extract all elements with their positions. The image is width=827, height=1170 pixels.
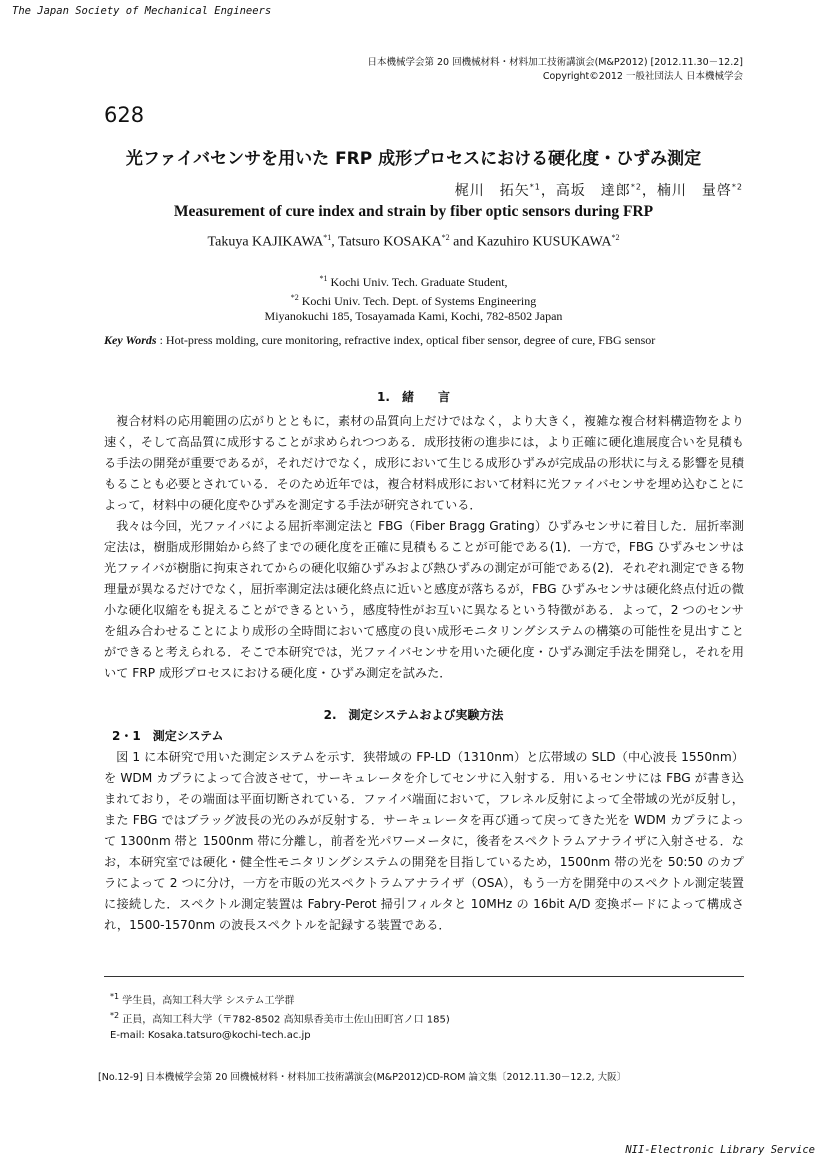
archive-header-label: The Japan Society of Mechanical Engineers bbox=[12, 5, 272, 17]
affiliation-text: Kochi Univ. Tech. Graduate Student, bbox=[327, 275, 508, 289]
author-name: 楠川 量啓 bbox=[656, 183, 732, 199]
paper-title-en: Measurement of cure index and strain by fiber optic sensors during FRP bbox=[173, 203, 654, 220]
affiliation-text: Kochi Univ. Tech. Dept. of Systems Engineering bbox=[298, 294, 537, 308]
paragraph-text: 複合材料の応用範囲の広がりとともに，素材の品質向上だけではなく，より大きく，複雑な複合材料構造物をより速く，そして高品質に成形することが求められつつある．成形技術の進歩には，より正確に硬化進展度合いを見積もる手法の開発が重要であるが，それだけでなく，成形において生じる成形ひずみが完成品の形状に与える影響を見積もることも必要とされている．そのため近年では，複合材料成形において材料に光ファイバセンサを埋め込むことによって，材料中の硬化度やひずみを測定する手法が研究されている． bbox=[104, 414, 744, 512]
footnote-mark: *2 bbox=[110, 1011, 120, 1021]
affiliation-mark: *1 bbox=[319, 274, 328, 283]
paper-title-jp: 光ファイバセンサを用いた FRP 成形プロセスにおける硬化度・ひずみ測定 bbox=[125, 149, 702, 169]
authors-jp bbox=[455, 180, 743, 200]
footnote-divider bbox=[104, 976, 744, 977]
author-separator: ， bbox=[540, 183, 556, 199]
authors-en bbox=[0, 233, 827, 251]
section-heading-introduction: 1. 緒 言 bbox=[377, 390, 450, 404]
conference-header bbox=[367, 56, 743, 84]
author-mark: *2 bbox=[731, 182, 743, 192]
keywords bbox=[104, 333, 655, 348]
affiliation-address: Miyanokuchi 185, Tosayamada Kami, Kochi, 782-8502 Japan bbox=[264, 309, 563, 323]
keywords-label: Key Words bbox=[104, 333, 157, 347]
footnote-mark: *1 bbox=[110, 992, 120, 1001]
author-conjunction: and bbox=[449, 234, 477, 250]
author-name: 梶川 拓矢 bbox=[454, 183, 530, 199]
paragraph-text: 我々は今回，光ファイバによる屈折率測定法と FBG（Fiber Bragg Grating）ひずみセンサに着目した．屈折率測定法は，樹脂成形開始から終了までの硬化度を正確に見積もることが可能である(1)．一方で，FBG ひずみセンサは光ファイバが樹脂に拘束されてからの硬化収縮ひずみおよび熱ひずみの測定が可能である(2)．それぞれ測定できる物理量が異なるだけでなく，屈折率測定法は硬化終点に近いと感度が落ちるが，FBG ひずみセンサは硬化終点付近の微小な硬化収縮をも捉えることができるという，感度特性がお互いに異なるという特徴がある．よって，2 つのセンサを組み合わせることにより成形の全時間において感度の良い成形モニタリングシステムの構築の可能性を見出すことができると考えられる．そこで本研究では，光ファイバセンサを用いた硬化度・ひずみ測定手法を開発し，それを用いて FRP 成形プロセスにおける硬化度・ひずみ測定を試みた． bbox=[104, 519, 744, 680]
paragraph bbox=[104, 411, 744, 516]
author-name: Kazuhiro KUSUKAWA bbox=[476, 234, 612, 250]
author-name: Takuya KAJIKAWA bbox=[207, 234, 324, 250]
author-separator: ， bbox=[641, 183, 657, 199]
keywords-colon: : bbox=[156, 333, 166, 347]
keywords-text: Hot-press molding, cure monitoring, refractive index, optical fiber sensor, degree of cure, FBG sensor bbox=[165, 333, 656, 347]
affiliation-line bbox=[0, 271, 827, 290]
footnote-text: 正員，高知工科大学（〒782-8502 高知県香美市土佐山田町宮ノ口 185) bbox=[119, 1014, 450, 1026]
author-mark: *2 bbox=[441, 233, 450, 242]
paragraph bbox=[104, 516, 744, 684]
author-mark: *1 bbox=[323, 233, 332, 242]
footnote bbox=[110, 1008, 450, 1027]
author-name: Tatsuro KOSAKA bbox=[338, 234, 442, 250]
affiliation-line bbox=[0, 290, 827, 309]
author-separator: , bbox=[331, 234, 338, 250]
author-mark: *2 bbox=[630, 182, 642, 192]
paragraph bbox=[104, 747, 744, 936]
footnote-text: 学生員，高知工科大学 システム工学群 bbox=[119, 995, 295, 1007]
subsection-heading: 2・1 測定システム bbox=[112, 729, 224, 743]
conference-header-line: 日本機械学会第 20 回機械材料・材料加工技術講演会(M&P2012) [2012.11.30－12.2] bbox=[367, 57, 743, 68]
affiliation-mark: *2 bbox=[290, 293, 299, 302]
paragraph-text: 図 1 に本研究で用いた測定システムを示す．狭帯域の FP-LD（1310nm）と広帯域の SLD（中心波長 1550nm）を WDM カプラによって合波させて，サーキュレータを介してセンサに入射する．用いるセンサには FBG が書き込まれており，その端面は平面切断されている．ファイバ端面において，フレネル反射によって全帯域の光が反射し，また FBG ではブラッグ波長の光のみが反射する．サーキュレータを再び通って戻ってきた光を WDM カプラによって 1300nm 帯と 1500nm 帯に分離し，前者を光パワーメータに，後者をスペクトラムアナライザに入射させる．なお，本研究室では硬化・健全性モニタリングシステムの開発を目指しているため，1500nm 帯の光を 50:50 のカプラによって 2 つに分け，一方を市販の光スペクトラムアナライザ（OSA），もう一方を開発中のスペクトル測定装置に接続した．スペクトル測定装置は Fabry-Perot 掃引フィルタと 10MHz の 16bit A/D 変換ボードによって構成され，1500-1570nm の波長スペクトルを記録する装置である． bbox=[104, 750, 744, 932]
paper-number: 628 bbox=[104, 103, 145, 127]
author-name: 高坂 達郎 bbox=[555, 183, 631, 199]
footnotes bbox=[110, 989, 450, 1043]
author-mark: *2 bbox=[611, 233, 620, 242]
section-heading-methods: 2. 測定システムおよび実験方法 bbox=[323, 708, 504, 722]
proceedings-note: [No.12-9] 日本機械学会第 20 回機械材料・材料加工技術講演会(M&P2012)CD-ROM 論文集〔2012.11.30－12.2, 大阪〕 bbox=[98, 1072, 627, 1083]
library-service-label: NII-Electronic Library Service bbox=[625, 1144, 815, 1156]
author-mark: *1 bbox=[529, 182, 541, 192]
affiliations bbox=[0, 271, 827, 324]
footnote bbox=[110, 989, 450, 1008]
copyright-line: Copyright©2012 一般社団法人 日本機械学会 bbox=[542, 71, 743, 82]
footnote-email: E-mail: Kosaka.tatsuro@kochi-tech.ac.jp bbox=[110, 1029, 311, 1041]
